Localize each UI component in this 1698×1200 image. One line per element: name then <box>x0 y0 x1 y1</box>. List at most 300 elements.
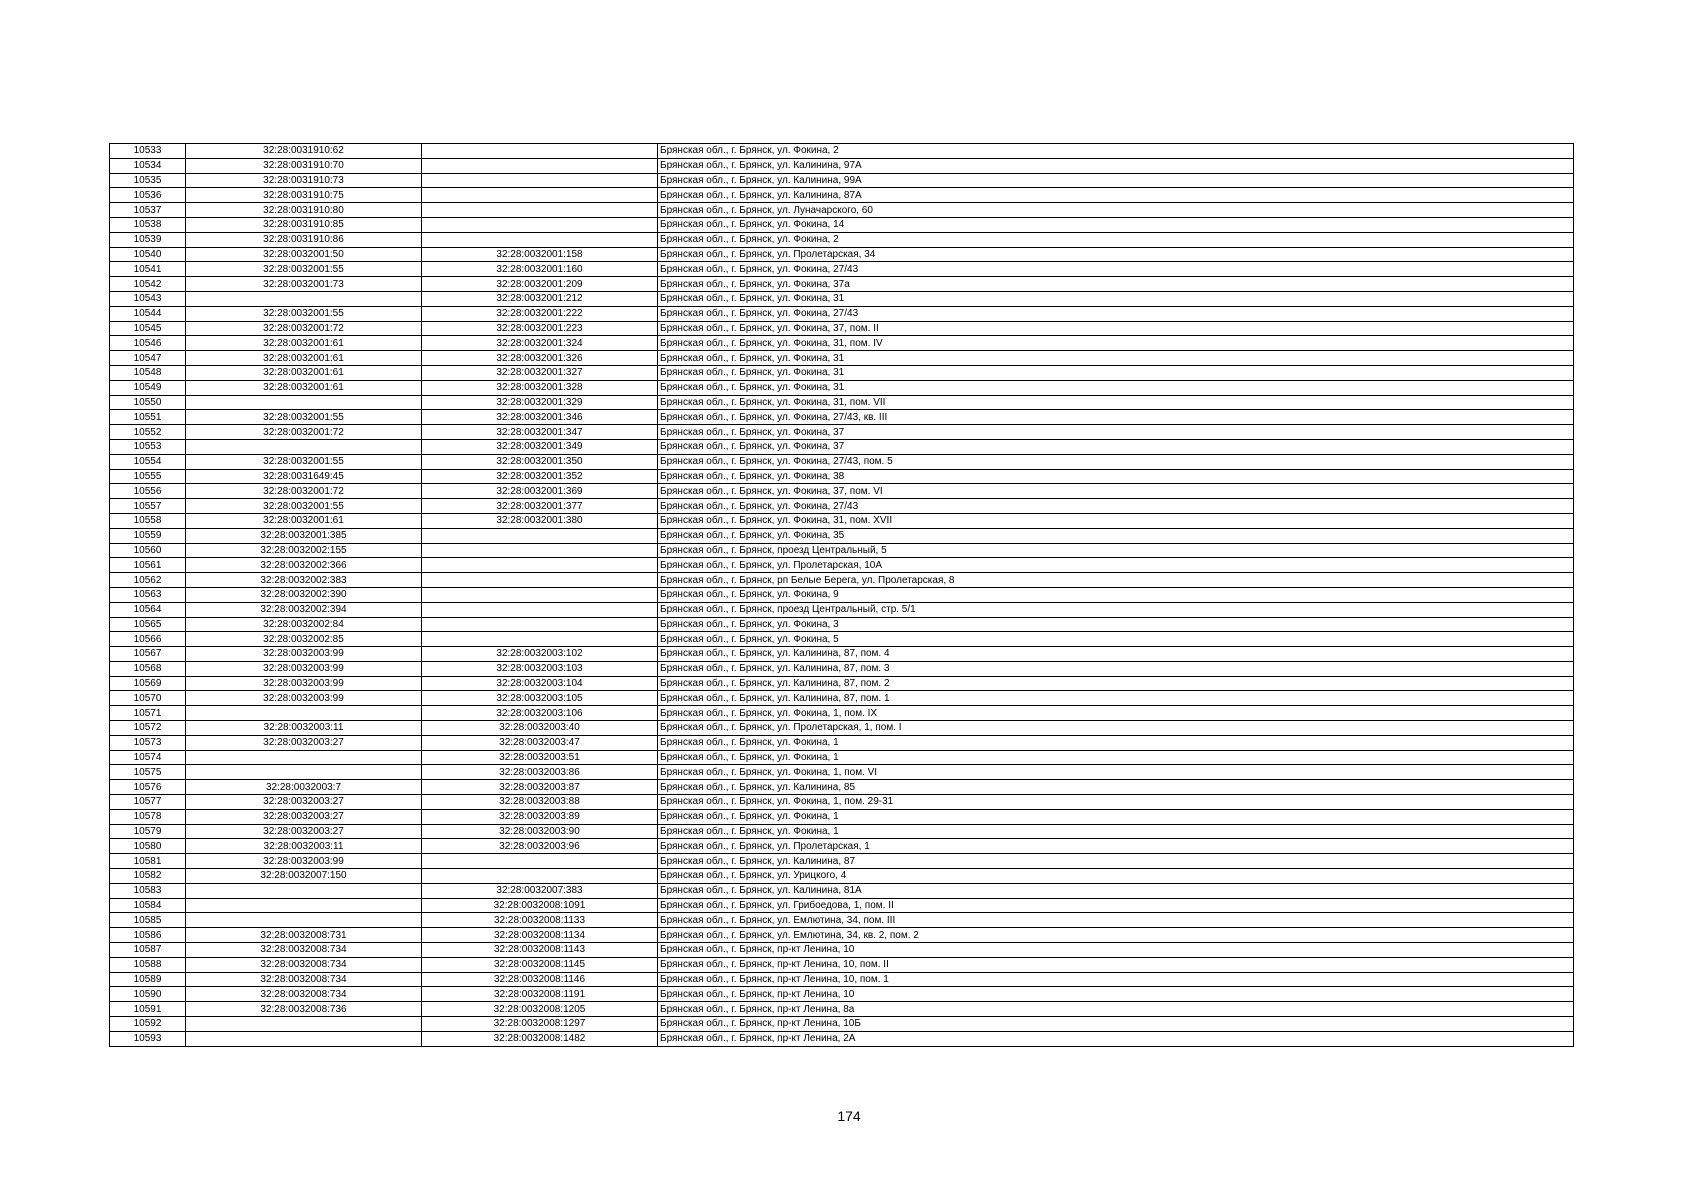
table-row <box>110 795 1574 810</box>
cadastral-number-cell: 32:28:0031910:80 <box>186 203 422 218</box>
table-row <box>110 173 1574 188</box>
cadastral-number-cell: 32:28:0032003:11 <box>186 721 422 736</box>
cadastral-number-cell: 32:28:0032001:73 <box>186 277 422 292</box>
cadastral-number-cell: 32:28:0032001:385 <box>186 528 422 543</box>
address-cell: Брянская обл., г. Брянск, ул. Фокина, 1 <box>658 750 1574 765</box>
cadastral-number-cell: 32:28:0032001:61 <box>186 365 422 380</box>
row-number-cell: 10577 <box>110 795 186 810</box>
related-cadastral-number-cell <box>422 573 658 588</box>
address-cell: Брянская обл., г. Брянск, ул. Калинина, 87, пом. 4 <box>658 647 1574 662</box>
row-number-cell: 10557 <box>110 499 186 514</box>
table-row <box>110 365 1574 380</box>
address-cell: Брянская обл., г. Брянск, ул. Фокина, 14 <box>658 217 1574 232</box>
row-number-cell: 10556 <box>110 484 186 499</box>
address-cell: Брянская обл., г. Брянск, ул. Фокина, 38 <box>658 469 1574 484</box>
table-row <box>110 839 1574 854</box>
cadastral-number-cell <box>186 883 422 898</box>
table-row <box>110 573 1574 588</box>
row-number-cell: 10537 <box>110 203 186 218</box>
table-row <box>110 913 1574 928</box>
table-row <box>110 632 1574 647</box>
table-row <box>110 262 1574 277</box>
address-cell: Брянская обл., г. Брянск, пр-кт Ленина, 10, пом. 1 <box>658 972 1574 987</box>
cadastral-number-cell: 32:28:0032003:99 <box>186 676 422 691</box>
address-cell: Брянская обл., г. Брянск, ул. Фокина, 9 <box>658 587 1574 602</box>
related-cadastral-number-cell: 32:28:0032001:380 <box>422 513 658 528</box>
cadastral-number-cell: 32:28:0032008:734 <box>186 987 422 1002</box>
address-cell: Брянская обл., г. Брянск, ул. Фокина, 27/43 <box>658 306 1574 321</box>
registry-table <box>109 143 1574 1047</box>
cadastral-number-cell: 32:28:0032008:731 <box>186 928 422 943</box>
table-row <box>110 928 1574 943</box>
row-number-cell: 10548 <box>110 365 186 380</box>
related-cadastral-number-cell: 32:28:0032001:223 <box>422 321 658 336</box>
table-row <box>110 765 1574 780</box>
table-row <box>110 691 1574 706</box>
cadastral-number-cell: 32:28:0031910:85 <box>186 217 422 232</box>
related-cadastral-number-cell: 32:28:0032001:212 <box>422 291 658 306</box>
related-cadastral-number-cell <box>422 158 658 173</box>
table-row <box>110 617 1574 632</box>
row-number-cell: 10535 <box>110 173 186 188</box>
address-cell: Брянская обл., г. Брянск, ул. Фокина, 1, пом. 29-31 <box>658 795 1574 810</box>
address-cell: Брянская обл., г. Брянск, ул. Фокина, 27/43 <box>658 499 1574 514</box>
row-number-cell: 10584 <box>110 898 186 913</box>
cadastral-number-cell: 32:28:0031910:70 <box>186 158 422 173</box>
related-cadastral-number-cell: 32:28:0032008:1145 <box>422 957 658 972</box>
table-row <box>110 247 1574 262</box>
address-cell: Брянская обл., г. Брянск, пр-кт Ленина, 2А <box>658 1031 1574 1046</box>
table-row <box>110 336 1574 351</box>
related-cadastral-number-cell: 32:28:0032003:87 <box>422 780 658 795</box>
table-row <box>110 484 1574 499</box>
related-cadastral-number-cell: 32:28:0032008:1091 <box>422 898 658 913</box>
address-cell: Брянская обл., г. Брянск, ул. Пролетарская, 34 <box>658 247 1574 262</box>
related-cadastral-number-cell: 32:28:0032001:328 <box>422 380 658 395</box>
cadastral-number-cell: 32:28:0032007:150 <box>186 869 422 884</box>
cadastral-number-cell: 32:28:0031649:45 <box>186 469 422 484</box>
related-cadastral-number-cell <box>422 188 658 203</box>
related-cadastral-number-cell <box>422 854 658 869</box>
table-row <box>110 647 1574 662</box>
row-number-cell: 10564 <box>110 602 186 617</box>
row-number-cell: 10566 <box>110 632 186 647</box>
table-row <box>110 321 1574 336</box>
cadastral-number-cell: 32:28:0032001:55 <box>186 454 422 469</box>
address-cell: Брянская обл., г. Брянск, ул. Фокина, 1, пом. IX <box>658 706 1574 721</box>
address-cell: Брянская обл., г. Брянск, ул. Фокина, 27/43, пом. 5 <box>658 454 1574 469</box>
address-cell: Брянская обл., г. Брянск, проезд Центральный, стр. 5/1 <box>658 602 1574 617</box>
cadastral-number-cell: 32:28:0032001:72 <box>186 425 422 440</box>
row-number-cell: 10552 <box>110 425 186 440</box>
related-cadastral-number-cell: 32:28:0032008:1205 <box>422 1002 658 1017</box>
row-number-cell: 10583 <box>110 883 186 898</box>
row-number-cell: 10570 <box>110 691 186 706</box>
address-cell: Брянская обл., г. Брянск, ул. Емлютина, 34, кв. 2, пом. 2 <box>658 928 1574 943</box>
cadastral-number-cell: 32:28:0032008:734 <box>186 957 422 972</box>
table-row <box>110 661 1574 676</box>
related-cadastral-number-cell: 32:28:0032003:105 <box>422 691 658 706</box>
related-cadastral-number-cell: 32:28:0032007:383 <box>422 883 658 898</box>
address-cell: Брянская обл., г. Брянск, ул. Фокина, 31 <box>658 365 1574 380</box>
address-cell: Брянская обл., г. Брянск, пр-кт Ленина, 10 <box>658 943 1574 958</box>
cadastral-number-cell: 32:28:0032002:390 <box>186 587 422 602</box>
cadastral-number-cell: 32:28:0032001:55 <box>186 499 422 514</box>
address-cell: Брянская обл., г. Брянск, ул. Калинина, 87, пом. 1 <box>658 691 1574 706</box>
related-cadastral-number-cell: 32:28:0032008:1143 <box>422 943 658 958</box>
related-cadastral-number-cell <box>422 543 658 558</box>
related-cadastral-number-cell: 32:28:0032003:40 <box>422 721 658 736</box>
row-number-cell: 10562 <box>110 573 186 588</box>
table-row <box>110 528 1574 543</box>
address-cell: Брянская обл., г. Брянск, пр-кт Ленина, 8а <box>658 1002 1574 1017</box>
table-row <box>110 277 1574 292</box>
related-cadastral-number-cell <box>422 144 658 159</box>
related-cadastral-number-cell: 32:28:0032001:349 <box>422 439 658 454</box>
related-cadastral-number-cell: 32:28:0032003:89 <box>422 809 658 824</box>
related-cadastral-number-cell <box>422 173 658 188</box>
related-cadastral-number-cell: 32:28:0032008:1134 <box>422 928 658 943</box>
cadastral-number-cell <box>186 706 422 721</box>
cadastral-number-cell: 32:28:0032001:55 <box>186 262 422 277</box>
row-number-cell: 10558 <box>110 513 186 528</box>
related-cadastral-number-cell: 32:28:0032001:347 <box>422 425 658 440</box>
cadastral-number-cell: 32:28:0031910:73 <box>186 173 422 188</box>
row-number-cell: 10560 <box>110 543 186 558</box>
cadastral-number-cell: 32:28:0032003:7 <box>186 780 422 795</box>
table-row <box>110 558 1574 573</box>
cadastral-number-cell: 32:28:0032003:27 <box>186 795 422 810</box>
row-number-cell: 10565 <box>110 617 186 632</box>
cadastral-number-cell: 32:28:0031910:75 <box>186 188 422 203</box>
cadastral-number-cell: 32:28:0031910:62 <box>186 144 422 159</box>
related-cadastral-number-cell <box>422 587 658 602</box>
table-row <box>110 469 1574 484</box>
address-cell: Брянская обл., г. Брянск, ул. Фокина, 37, пом. VI <box>658 484 1574 499</box>
table-row <box>110 780 1574 795</box>
address-cell: Брянская обл., г. Брянск, ул. Фокина, 31 <box>658 291 1574 306</box>
row-number-cell: 10550 <box>110 395 186 410</box>
related-cadastral-number-cell: 32:28:0032001:209 <box>422 277 658 292</box>
table-row <box>110 1002 1574 1017</box>
row-number-cell: 10568 <box>110 661 186 676</box>
row-number-cell: 10585 <box>110 913 186 928</box>
related-cadastral-number-cell <box>422 558 658 573</box>
related-cadastral-number-cell: 32:28:0032003:96 <box>422 839 658 854</box>
related-cadastral-number-cell: 32:28:0032001:369 <box>422 484 658 499</box>
row-number-cell: 10538 <box>110 217 186 232</box>
address-cell: Брянская обл., г. Брянск, ул. Фокина, 3 <box>658 617 1574 632</box>
related-cadastral-number-cell: 32:28:0032001:377 <box>422 499 658 514</box>
page-number: 174 <box>837 1108 861 1124</box>
row-number-cell: 10588 <box>110 957 186 972</box>
row-number-cell: 10580 <box>110 839 186 854</box>
related-cadastral-number-cell <box>422 232 658 247</box>
address-cell: Брянская обл., г. Брянск, ул. Фокина, 1 <box>658 809 1574 824</box>
address-cell: Брянская обл., г. Брянск, ул. Фокина, 5 <box>658 632 1574 647</box>
address-cell: Брянская обл., г. Брянск, ул. Фокина, 1 <box>658 735 1574 750</box>
related-cadastral-number-cell: 32:28:0032003:102 <box>422 647 658 662</box>
related-cadastral-number-cell <box>422 617 658 632</box>
row-number-cell: 10539 <box>110 232 186 247</box>
table-row <box>110 898 1574 913</box>
cadastral-number-cell: 32:28:0032001:61 <box>186 336 422 351</box>
table-row <box>110 158 1574 173</box>
table-row <box>110 987 1574 1002</box>
table-row <box>110 854 1574 869</box>
related-cadastral-number-cell: 32:28:0032001:350 <box>422 454 658 469</box>
table-row <box>110 1017 1574 1032</box>
cadastral-number-cell: 32:28:0032003:99 <box>186 647 422 662</box>
cadastral-number-cell: 32:28:0032003:27 <box>186 809 422 824</box>
cadastral-number-cell: 32:28:0032002:155 <box>186 543 422 558</box>
table-row <box>110 943 1574 958</box>
address-cell: Брянская обл., г. Брянск, ул. Калинина, 85 <box>658 780 1574 795</box>
row-number-cell: 10549 <box>110 380 186 395</box>
table-row <box>110 676 1574 691</box>
table-row <box>110 1031 1574 1046</box>
cadastral-number-cell: 32:28:0032001:50 <box>186 247 422 262</box>
cadastral-number-cell <box>186 913 422 928</box>
table-row <box>110 602 1574 617</box>
address-cell: Брянская обл., г. Брянск, ул. Емлютина, 34, пом. III <box>658 913 1574 928</box>
address-cell: Брянская обл., г. Брянск, ул. Фокина, 2 <box>658 232 1574 247</box>
related-cadastral-number-cell: 32:28:0032008:1191 <box>422 987 658 1002</box>
table-row <box>110 499 1574 514</box>
table-row <box>110 750 1574 765</box>
row-number-cell: 10554 <box>110 454 186 469</box>
row-number-cell: 10561 <box>110 558 186 573</box>
row-number-cell: 10540 <box>110 247 186 262</box>
address-cell: Брянская обл., г. Брянск, ул. Калинина, 99А <box>658 173 1574 188</box>
address-cell: Брянская обл., г. Брянск, ул. Фокина, 31, пом. IV <box>658 336 1574 351</box>
table-row <box>110 706 1574 721</box>
cadastral-number-cell: 32:28:0032003:99 <box>186 661 422 676</box>
address-cell: Брянская обл., г. Брянск, ул. Калинина, 87, пом. 3 <box>658 661 1574 676</box>
row-number-cell: 10553 <box>110 439 186 454</box>
cadastral-number-cell: 32:28:0032002:84 <box>186 617 422 632</box>
address-cell: Брянская обл., г. Брянск, ул. Фокина, 37а <box>658 277 1574 292</box>
row-number-cell: 10536 <box>110 188 186 203</box>
address-cell: Брянская обл., г. Брянск, ул. Луначарского, 60 <box>658 203 1574 218</box>
related-cadastral-number-cell <box>422 869 658 884</box>
table-row <box>110 587 1574 602</box>
row-number-cell: 10546 <box>110 336 186 351</box>
address-cell: Брянская обл., г. Брянск, ул. Фокина, 27/43, кв. III <box>658 410 1574 425</box>
address-cell: Брянская обл., г. Брянск, проезд Центральный, 5 <box>658 543 1574 558</box>
table-row <box>110 809 1574 824</box>
cadastral-number-cell: 32:28:0032002:366 <box>186 558 422 573</box>
row-number-cell: 10542 <box>110 277 186 292</box>
row-number-cell: 10563 <box>110 587 186 602</box>
related-cadastral-number-cell: 32:28:0032003:103 <box>422 661 658 676</box>
table-row <box>110 425 1574 440</box>
table-row <box>110 824 1574 839</box>
table-body <box>110 144 1574 1047</box>
related-cadastral-number-cell: 32:28:0032008:1146 <box>422 972 658 987</box>
table-row <box>110 351 1574 366</box>
related-cadastral-number-cell: 32:28:0032001:327 <box>422 365 658 380</box>
table-row <box>110 957 1574 972</box>
related-cadastral-number-cell: 32:28:0032003:47 <box>422 735 658 750</box>
address-cell: Брянская обл., г. Брянск, рп Белые Берега, ул. Пролетарская, 8 <box>658 573 1574 588</box>
row-number-cell: 10573 <box>110 735 186 750</box>
related-cadastral-number-cell: 32:28:0032003:86 <box>422 765 658 780</box>
row-number-cell: 10574 <box>110 750 186 765</box>
cadastral-number-cell: 32:28:0032008:734 <box>186 943 422 958</box>
cadastral-number-cell <box>186 750 422 765</box>
address-cell: Брянская обл., г. Брянск, ул. Калинина, 87, пом. 2 <box>658 676 1574 691</box>
related-cadastral-number-cell: 32:28:0032001:352 <box>422 469 658 484</box>
table-row <box>110 513 1574 528</box>
address-cell: Брянская обл., г. Брянск, пр-кт Ленина, 10, пом. II <box>658 957 1574 972</box>
row-number-cell: 10545 <box>110 321 186 336</box>
row-number-cell: 10593 <box>110 1031 186 1046</box>
row-number-cell: 10589 <box>110 972 186 987</box>
related-cadastral-number-cell: 32:28:0032003:51 <box>422 750 658 765</box>
related-cadastral-number-cell: 32:28:0032001:158 <box>422 247 658 262</box>
address-cell: Брянская обл., г. Брянск, ул. Пролетарская, 1, пом. I <box>658 721 1574 736</box>
row-number-cell: 10533 <box>110 144 186 159</box>
cadastral-number-cell: 32:28:0032003:11 <box>186 839 422 854</box>
address-cell: Брянская обл., г. Брянск, ул. Фокина, 37, пом. II <box>658 321 1574 336</box>
related-cadastral-number-cell <box>422 217 658 232</box>
related-cadastral-number-cell <box>422 602 658 617</box>
related-cadastral-number-cell: 32:28:0032008:1482 <box>422 1031 658 1046</box>
table-row <box>110 735 1574 750</box>
address-cell: Брянская обл., г. Брянск, ул. Пролетарская, 1 <box>658 839 1574 854</box>
address-cell: Брянская обл., г. Брянск, ул. Фокина, 31 <box>658 351 1574 366</box>
cadastral-number-cell: 32:28:0032001:61 <box>186 351 422 366</box>
address-cell: Брянская обл., г. Брянск, ул. Калинина, 87 <box>658 854 1574 869</box>
row-number-cell: 10572 <box>110 721 186 736</box>
table-row <box>110 217 1574 232</box>
address-cell: Брянская обл., г. Брянск, ул. Фокина, 37 <box>658 425 1574 440</box>
row-number-cell: 10534 <box>110 158 186 173</box>
address-cell: Брянская обл., г. Брянск, ул. Фокина, 35 <box>658 528 1574 543</box>
cadastral-number-cell: 32:28:0032003:99 <box>186 854 422 869</box>
cadastral-number-cell: 32:28:0032001:55 <box>186 306 422 321</box>
address-cell: Брянская обл., г. Брянск, ул. Калинина, 81А <box>658 883 1574 898</box>
table-row <box>110 395 1574 410</box>
related-cadastral-number-cell: 32:28:0032003:106 <box>422 706 658 721</box>
related-cadastral-number-cell: 32:28:0032001:346 <box>422 410 658 425</box>
row-number-cell: 10555 <box>110 469 186 484</box>
table-row <box>110 188 1574 203</box>
related-cadastral-number-cell: 32:28:0032008:1297 <box>422 1017 658 1032</box>
cadastral-number-cell: 32:28:0032001:61 <box>186 380 422 395</box>
row-number-cell: 10541 <box>110 262 186 277</box>
row-number-cell: 10592 <box>110 1017 186 1032</box>
cadastral-number-cell: 32:28:0032001:72 <box>186 484 422 499</box>
related-cadastral-number-cell: 32:28:0032001:324 <box>422 336 658 351</box>
related-cadastral-number-cell: 32:28:0032003:88 <box>422 795 658 810</box>
row-number-cell: 10571 <box>110 706 186 721</box>
row-number-cell: 10591 <box>110 1002 186 1017</box>
related-cadastral-number-cell: 32:28:0032001:222 <box>422 306 658 321</box>
address-cell: Брянская обл., г. Брянск, ул. Фокина, 37 <box>658 439 1574 454</box>
related-cadastral-number-cell: 32:28:0032001:329 <box>422 395 658 410</box>
table-row <box>110 439 1574 454</box>
row-number-cell: 10547 <box>110 351 186 366</box>
address-cell: Брянская обл., г. Брянск, ул. Фокина, 31, пом. VII <box>658 395 1574 410</box>
related-cadastral-number-cell: 32:28:0032003:104 <box>422 676 658 691</box>
address-cell: Брянская обл., г. Брянск, ул. Фокина, 27/43 <box>658 262 1574 277</box>
cadastral-number-cell: 32:28:0032001:55 <box>186 410 422 425</box>
row-number-cell: 10590 <box>110 987 186 1002</box>
address-cell: Брянская обл., г. Брянск, ул. Урицкого, 4 <box>658 869 1574 884</box>
table-row <box>110 306 1574 321</box>
row-number-cell: 10567 <box>110 647 186 662</box>
table-row <box>110 869 1574 884</box>
address-cell: Брянская обл., г. Брянск, ул. Фокина, 31, пом. XVII <box>658 513 1574 528</box>
table-row <box>110 380 1574 395</box>
related-cadastral-number-cell <box>422 632 658 647</box>
table-row <box>110 291 1574 306</box>
related-cadastral-number-cell <box>422 203 658 218</box>
row-number-cell: 10587 <box>110 943 186 958</box>
cadastral-number-cell <box>186 439 422 454</box>
address-cell: Брянская обл., г. Брянск, ул. Фокина, 1, пом. VI <box>658 765 1574 780</box>
row-number-cell: 10581 <box>110 854 186 869</box>
cadastral-number-cell <box>186 765 422 780</box>
cadastral-number-cell: 32:28:0031910:86 <box>186 232 422 247</box>
related-cadastral-number-cell: 32:28:0032003:90 <box>422 824 658 839</box>
related-cadastral-number-cell: 32:28:0032001:160 <box>422 262 658 277</box>
table-row <box>110 883 1574 898</box>
address-cell: Брянская обл., г. Брянск, ул. Калинина, 87А <box>658 188 1574 203</box>
row-number-cell: 10579 <box>110 824 186 839</box>
row-number-cell: 10582 <box>110 869 186 884</box>
row-number-cell: 10575 <box>110 765 186 780</box>
row-number-cell: 10551 <box>110 410 186 425</box>
cadastral-number-cell: 32:28:0032001:72 <box>186 321 422 336</box>
table-row <box>110 972 1574 987</box>
cadastral-number-cell: 32:28:0032008:734 <box>186 972 422 987</box>
row-number-cell: 10578 <box>110 809 186 824</box>
related-cadastral-number-cell: 32:28:0032001:326 <box>422 351 658 366</box>
cadastral-number-cell: 32:28:0032001:61 <box>186 513 422 528</box>
related-cadastral-number-cell: 32:28:0032008:1133 <box>422 913 658 928</box>
cadastral-number-cell <box>186 395 422 410</box>
address-cell: Брянская обл., г. Брянск, ул. Фокина, 1 <box>658 824 1574 839</box>
address-cell: Брянская обл., г. Брянск, пр-кт Ленина, 10Б <box>658 1017 1574 1032</box>
address-cell: Брянская обл., г. Брянск, ул. Фокина, 31 <box>658 380 1574 395</box>
address-cell: Брянская обл., г. Брянск, пр-кт Ленина, 10 <box>658 987 1574 1002</box>
table-row <box>110 454 1574 469</box>
table-row <box>110 543 1574 558</box>
table-row <box>110 203 1574 218</box>
cadastral-number-cell: 32:28:0032002:85 <box>186 632 422 647</box>
address-cell: Брянская обл., г. Брянск, ул. Калинина, 97А <box>658 158 1574 173</box>
cadastral-number-cell: 32:28:0032002:383 <box>186 573 422 588</box>
related-cadastral-number-cell <box>422 528 658 543</box>
address-cell: Брянская обл., г. Брянск, ул. Пролетарская, 10А <box>658 558 1574 573</box>
row-number-cell: 10559 <box>110 528 186 543</box>
cadastral-number-cell: 32:28:0032002:394 <box>186 602 422 617</box>
row-number-cell: 10543 <box>110 291 186 306</box>
cadastral-number-cell <box>186 898 422 913</box>
table-row <box>110 721 1574 736</box>
table-row <box>110 144 1574 159</box>
table-row <box>110 232 1574 247</box>
row-number-cell: 10586 <box>110 928 186 943</box>
cadastral-number-cell: 32:28:0032003:99 <box>186 691 422 706</box>
row-number-cell: 10576 <box>110 780 186 795</box>
cadastral-number-cell <box>186 291 422 306</box>
address-cell: Брянская обл., г. Брянск, ул. Грибоедова, 1, пом. II <box>658 898 1574 913</box>
row-number-cell: 10569 <box>110 676 186 691</box>
